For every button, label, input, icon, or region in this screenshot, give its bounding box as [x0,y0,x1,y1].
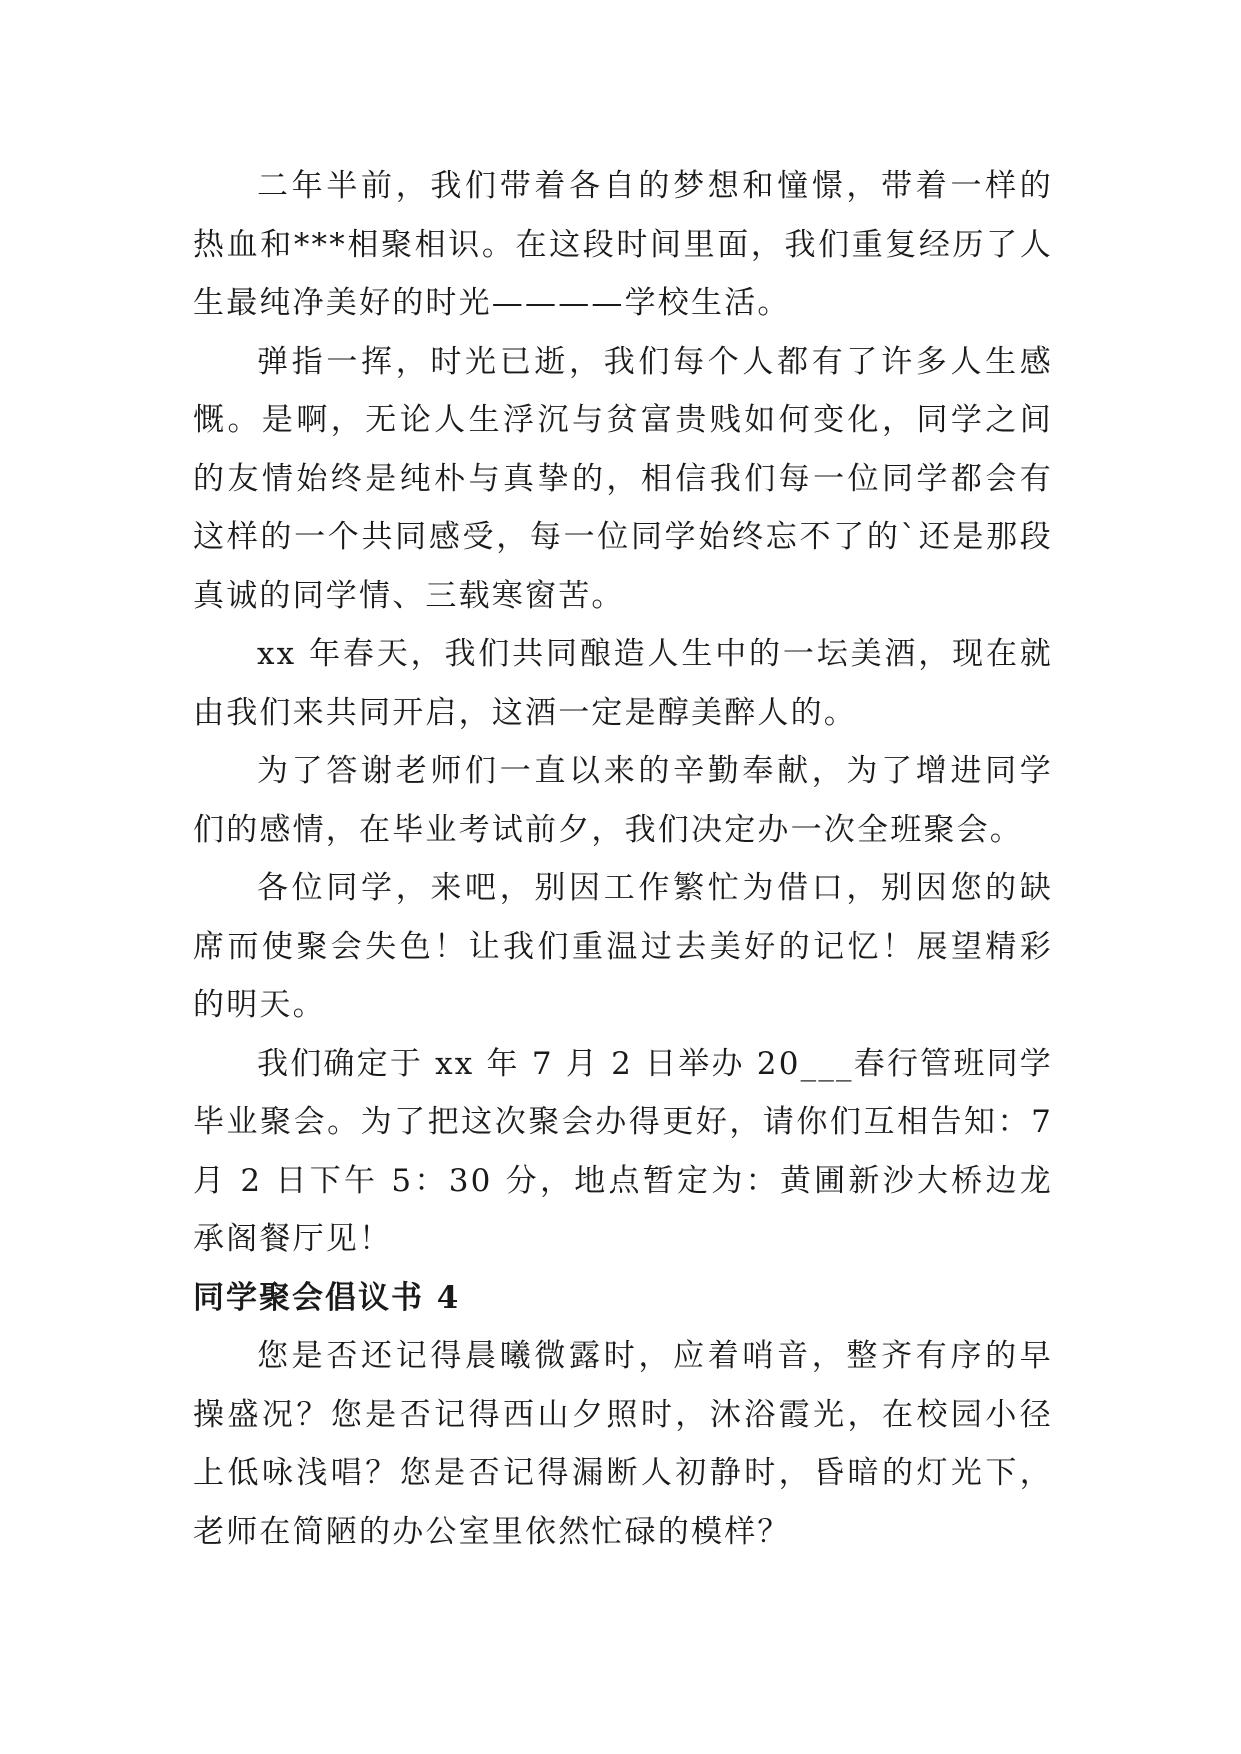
paragraph-6: 我们确定于 xx 年 7 月 2 日举办 20___春行管班同学毕业聚会。为了把这次聚会办得更好，请你们互相告知：7 月 2 日下午 5：30 分，地点暂定为：黄圃新沙大桥边龙承阁餐厅见！ [193,1045,1053,1257]
paragraph-3: xx 年春天，我们共同酿造人生中的一坛美酒，现在就由我们来共同开启，这酒一定是醇美醉人的。 [193,636,1053,731]
paragraph-1: 二年半前，我们带着各自的梦想和憧憬，带着一样的热血和***相聚相识。在这段时间里面，我们重复经历了人生最纯净美好的时光————学校生活。 [193,168,1053,321]
document-body [193,157,1053,1561]
paragraph-5: 各位同学，来吧，别因工作繁忙为借口，别因您的缺席而使聚会失色！让我们重温过去美好的记忆！展望精彩的明天。 [193,870,1053,1023]
section-title: 同学聚会倡议书 4 [193,1279,461,1316]
paragraph-2: 弹指一挥，时光已逝，我们每个人都有了许多人生感慨。是啊，无论人生浮沉与贫富贵贱如何变化，同学之间的友情始终是纯朴与真挚的，相信我们每一位同学都会有这样的一个共同感受，每一位同学始终忘不了的`还是那段真诚的同学情、三载寒窗苦。 [193,343,1053,614]
section-paragraph-1: 您是否还记得晨曦微露时，应着哨音，整齐有序的早操盛况？您是否记得西山夕照时，沐浴霞光，在校园小径上低咏浅唱？您是否记得漏断人初静时，昏暗的灯光下，老师在简陋的办公室里依然忙碌的模样？ [193,1338,1053,1550]
paragraph-4: 为了答谢老师们一直以来的辛勤奉献，为了增进同学们的感情，在毕业考试前夕，我们决定办一次全班聚会。 [193,753,1053,848]
